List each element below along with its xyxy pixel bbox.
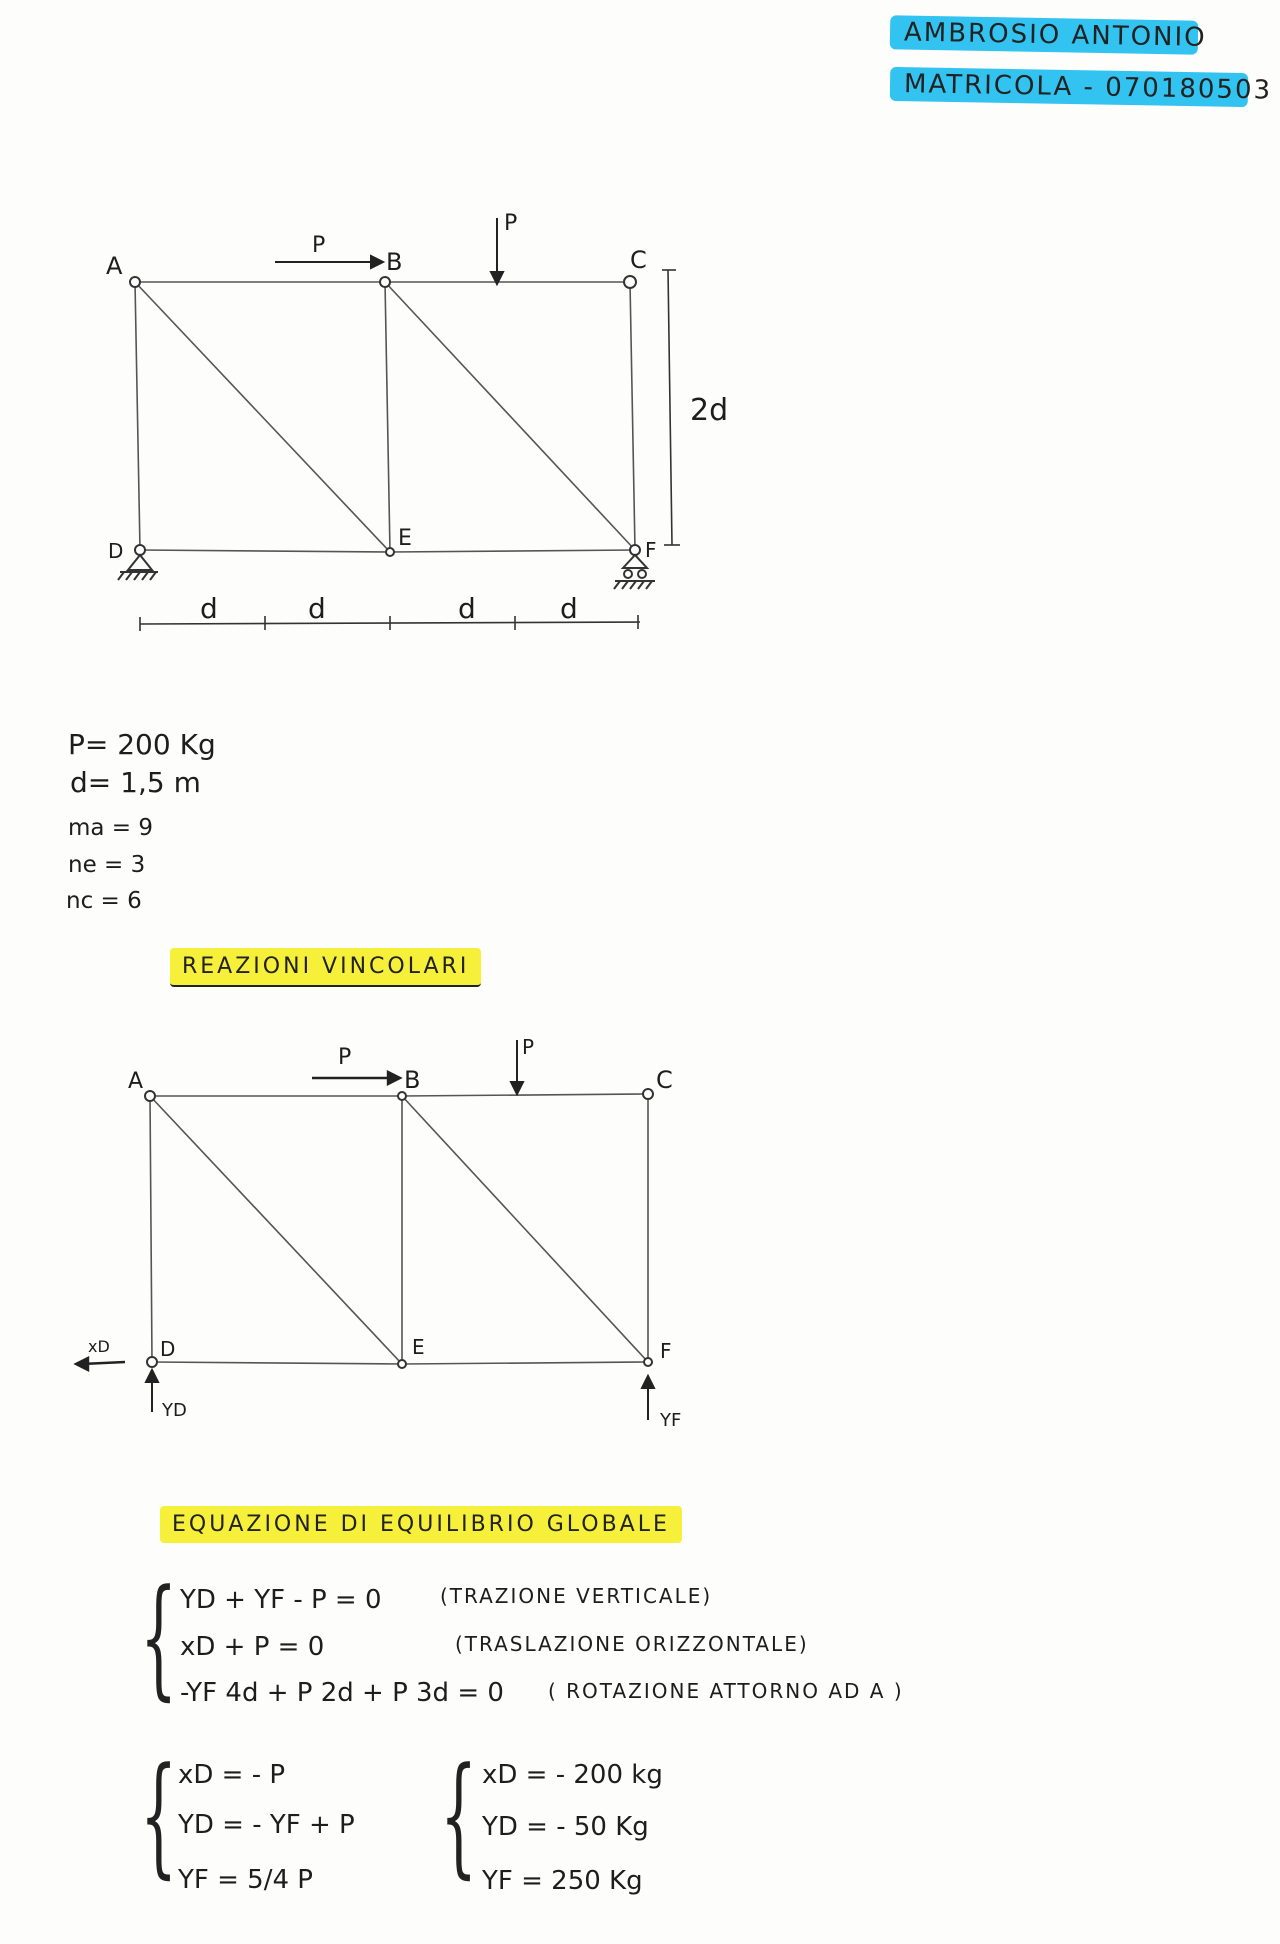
section-title-reactions: REAZIONI VINCOLARI [170,948,481,987]
reaction-arrow-yd [146,1370,158,1412]
param-ma: ma = 9 [68,815,154,841]
reaction-arrow-yf [642,1376,654,1420]
reaction-arrow-xd [76,1358,125,1370]
equation-horizontal-note: (TRASLAZIONE ORIZZONTALE) [455,1632,809,1656]
load-label-vertical: P [504,211,518,236]
param-ne: ne = 3 [68,852,146,878]
member-DE [152,1362,402,1364]
section-title-equilibrium: EQUAZIONE DI EQUILIBRIO GLOBALE [160,1506,682,1543]
node-label-F: F [660,1339,672,1363]
member-AD [135,282,140,550]
brace-equations: { [140,1561,178,1713]
param-nc: nc = 6 [66,888,142,914]
height-dimension [662,270,680,545]
member-AD [150,1096,152,1362]
node-E [386,548,394,556]
member-BF [385,282,635,550]
node-A [130,277,140,287]
solution-yd-symbolic: YD = - YF + P [178,1810,355,1840]
load-label-horizontal: P [312,233,326,258]
node-label-F: F [645,538,657,562]
node-F [630,545,640,555]
reaction-label-yd: YD [162,1400,187,1421]
load-label-horizontal: P [338,1045,352,1070]
load-arrow-horizontal [312,1072,400,1084]
equation-horizontal: xD + P = 0 [180,1632,325,1662]
height-label: 2d [690,393,729,428]
node-label-E: E [398,526,412,551]
load-label-vertical: P [522,1035,535,1059]
load-arrow-vertical [491,218,503,284]
reaction-label-xd: xD [88,1337,110,1356]
equation-rotation-note: ( ROTAZIONE ATTORNO AD A ) [548,1679,904,1703]
node-F [644,1358,652,1366]
matricola-label: MATRICOLA - 070180503 [890,67,1249,107]
solution-xd-numeric: xD = - 200 kg [482,1760,663,1790]
node-E [398,1360,406,1368]
param-d: d= 1,5 m [70,766,201,799]
solution-xd-symbolic: xD = - P [178,1760,286,1790]
span-label-1: d [200,592,218,625]
node-D [147,1357,157,1367]
solution-yf-numeric: YF = 250 Kg [482,1866,643,1896]
load-arrow-horizontal [275,256,383,268]
node-A [145,1091,155,1101]
span-label-3: d [458,592,476,625]
equation-vertical-note: (TRAZIONE VERTICALE) [440,1584,713,1608]
member-BC [402,1094,648,1096]
member-AE [150,1096,402,1364]
member-EF [390,550,635,552]
node-C [624,276,636,288]
solution-yd-numeric: YD = - 50 Kg [482,1812,649,1842]
node-label-C: C [630,246,647,274]
equation-rotation: -YF 4d + P 2d + P 3d = 0 [180,1678,504,1708]
solution-yf-symbolic: YF = 5/4 P [178,1865,313,1895]
support-hinge-D [118,555,158,580]
reaction-label-yf: YF [660,1410,682,1431]
node-label-B: B [386,248,403,276]
node-label-B: B [404,1066,421,1094]
node-label-A: A [128,1069,144,1094]
member-CF [630,282,635,550]
member-EF [402,1362,648,1364]
param-P: P= 200 Kg [68,728,216,761]
brace-symbolic: { [140,1739,178,1891]
author-name: AMBROSIO ANTONIO [890,15,1199,54]
node-label-D: D [160,1337,176,1361]
node-label-D: D [108,539,124,563]
member-DE [140,550,390,552]
brace-numeric: { [440,1739,478,1891]
node-C [643,1089,653,1099]
member-BF [402,1096,648,1362]
span-label-2: d [308,592,326,625]
member-AE [135,282,390,552]
member-BE [385,282,390,552]
equation-vertical: YD + YF - P = 0 [180,1585,382,1615]
node-B [380,277,390,287]
span-label-4: d [560,592,578,625]
node-label-C: C [656,1066,673,1094]
truss-diagram-2 [0,1020,760,1460]
node-label-E: E [412,1335,425,1359]
truss-diagram-1 [0,200,760,650]
node-label-A: A [106,252,123,280]
